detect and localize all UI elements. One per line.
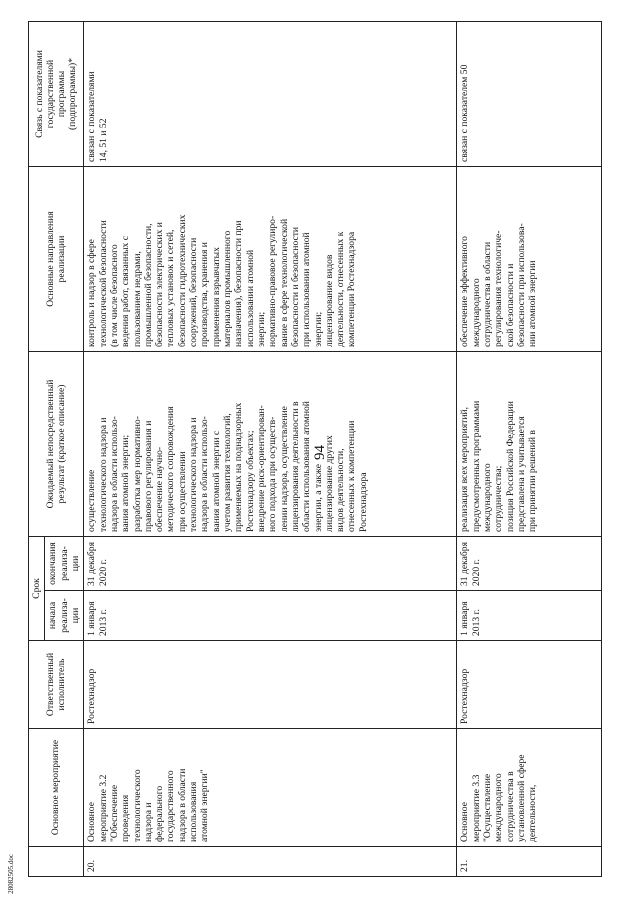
header-measure: Основное мероприятие — [29, 729, 84, 847]
row-start: 1 января 2013 г. — [457, 591, 602, 641]
header-row — [29, 22, 45, 877]
row-measure: Основное мероприятие 3.3 "Осуществление международного сотрудничества в установленной сфере деятельности, — [457, 729, 602, 847]
row-end: 31 декабря 2020 г. — [457, 537, 602, 591]
header-number — [29, 847, 84, 877]
header-link: Связь с показателями государственной программы (подпрограммы)* — [29, 22, 84, 167]
row-result: осуществление технологического надзора и надзора в области использо- вания атомной энергии; разработка мер нормативно- правового регулирования и обеспечение научно- методического сопровождения при осуществлении технологического надзора и надзора в области использо- вания атомной энергии с учетом развития технологий, применяемых на поднадзорных Ростехнадзору объектах; внедрение риск-ориентирован- ного подхода при осуществ- лении надзора, осуществление лицензирования деятельности в области использования атомной энергии, а также лицензирование других видов деятельности, отнесенных к компетенции Ростехнадзора — [84, 352, 457, 537]
row-number: 20. — [84, 847, 457, 877]
row-measure: Основное мероприятие 3.2 "Обеспечение проведения технологического надзора и федерального государственного надзора в области использования атомной энергии" — [84, 729, 457, 847]
header-executor: Ответственный исполнитель — [29, 641, 84, 729]
header-directions: Основные направления реализации — [29, 167, 84, 352]
header-start: начала реализа- ции — [45, 591, 84, 641]
table-row — [457, 22, 602, 877]
row-number: 21. — [457, 847, 602, 877]
rotated-table-container — [28, 22, 628, 877]
page-number: 94 — [311, 444, 328, 460]
table-row — [84, 22, 457, 877]
row-directions: контроль и надзор в сфере технологической безопасности (в том числе безопасного ведения работ, связанных с пользованием недрами, промышленной безопасности, безопасности электрических и тепловых установок и сетей, безопасности гидротехнических сооружений, безопасности производства, хранения и применения взрывчатых материалов промышленного назначения), безопасности при использовании атомной энергии; нормативно-правовое регулиро- вание в сфере технологической безопасности и безопасности при использовании атомной энергии; лицензирование видов деятельности, отнесенных к компетенции Ростехнадзора — [84, 167, 457, 352]
header-result: Ожидаемый непосредственный результат (краткое описание) — [29, 352, 84, 537]
row-end: 31 декабря 2020 г. — [84, 537, 457, 591]
header-end: окончания реализа- ции — [45, 537, 84, 591]
header-term: Срок — [29, 537, 45, 641]
row-link: связан с показателями 14, 51 и 52 — [84, 22, 457, 167]
row-link: связан с показателем 50 — [457, 22, 602, 167]
row-start: 1 января 2013 г. — [84, 591, 457, 641]
row-executor: Ростехнадзор — [457, 641, 602, 729]
row-executor: Ростехнадзор — [84, 641, 457, 729]
footer-filename: 28082505.doc — [7, 854, 16, 894]
program-measures-table — [28, 21, 602, 877]
row-result: реализация всех мероприятий, предусмотренных программами международного сотрудничества; позиция Российской Федерации представлена и учитывается при принятии решений в — [457, 352, 602, 537]
row-directions: обеспечение эффективного международного сотрудничества в области регулирования технологиче- ской безопасности и безопасности при использова- нии атомной энергии — [457, 167, 602, 352]
